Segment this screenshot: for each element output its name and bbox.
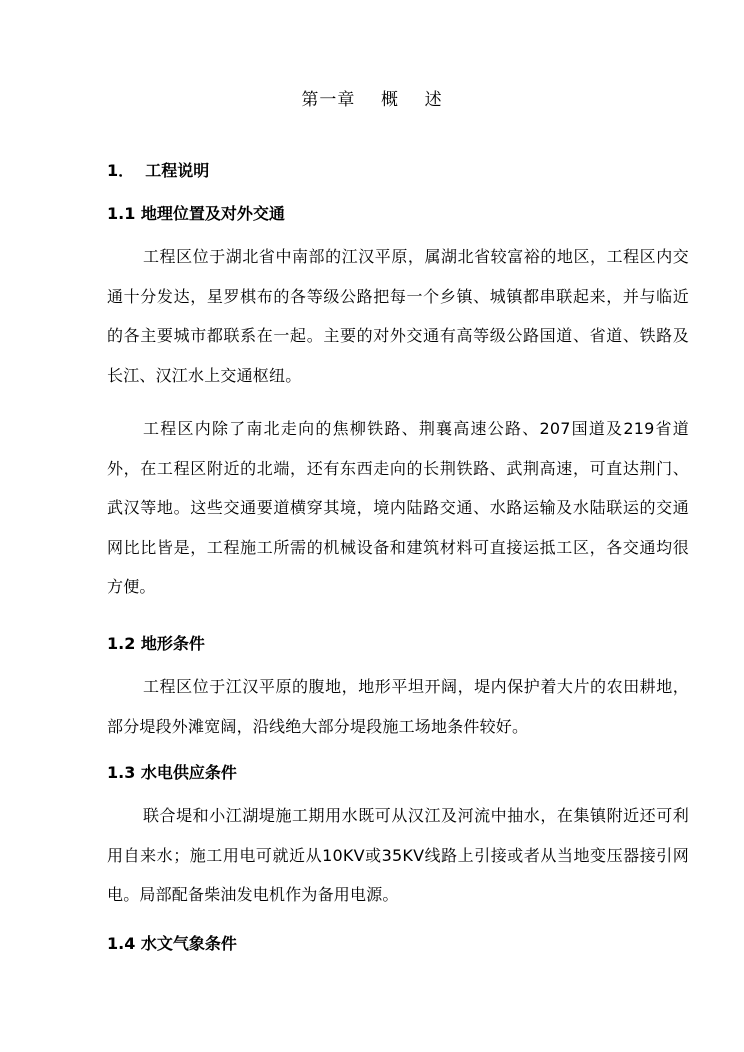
paragraph-terrain: 工程区位于江汉平原的腹地，地形平坦开阔，堤内保护着大片的农田耕地，部分堤段外滩宽阔，沿线绝大部分堤段施工场地条件较好。 — [107, 677, 689, 736]
section-heading-1-2: 1.2 地形条件 — [107, 634, 205, 653]
paragraph-location: 工程区位于湖北省中南部的江汉平原，属湖北省较富裕的地区，工程区内交通十分发达，星罗棋布的各等级公路把每一个乡镇、城镇都串联起来，并与临近的各主要城市都联系在一起。主要的对外交通有高等级公路国道、省道、铁路及长江、汉江水上交通枢纽。 — [107, 247, 689, 385]
chapter-title: 第一章 概 述 — [301, 90, 443, 110]
section-heading-1-1: 1.1 地理位置及对外交通 — [107, 204, 285, 223]
section-heading-1-4: 1.4 水文气象条件 — [107, 934, 237, 953]
section-heading-1: 1． 工程说明 — [107, 161, 210, 180]
paragraph-utilities: 联合堤和小江湖堤施工期用水既可从汉江及河流中抽水，在集镇附近还可利用自来水；施工用电可就近从10KV或35KV线路上引接或者从当地变压器接引网电。局部配备柴油发电机作为备用电源。 — [107, 806, 689, 904]
section-heading-1-3: 1.3 水电供应条件 — [107, 763, 237, 782]
paragraph-transport: 工程区内除了南北走向的焦柳铁路、荆襄高速公路、207国道及219省道外，在工程区附近的北端，还有东西走向的长荆铁路、武荆高速，可直达荆门、武汉等地。这些交通要道横穿其境，境内陆路交通、水路运输及水陆联运的交通网比比皆是，工程施工所需的机械设备和建筑材料可直接运抵工区，各交通均很方便。 — [107, 419, 689, 596]
